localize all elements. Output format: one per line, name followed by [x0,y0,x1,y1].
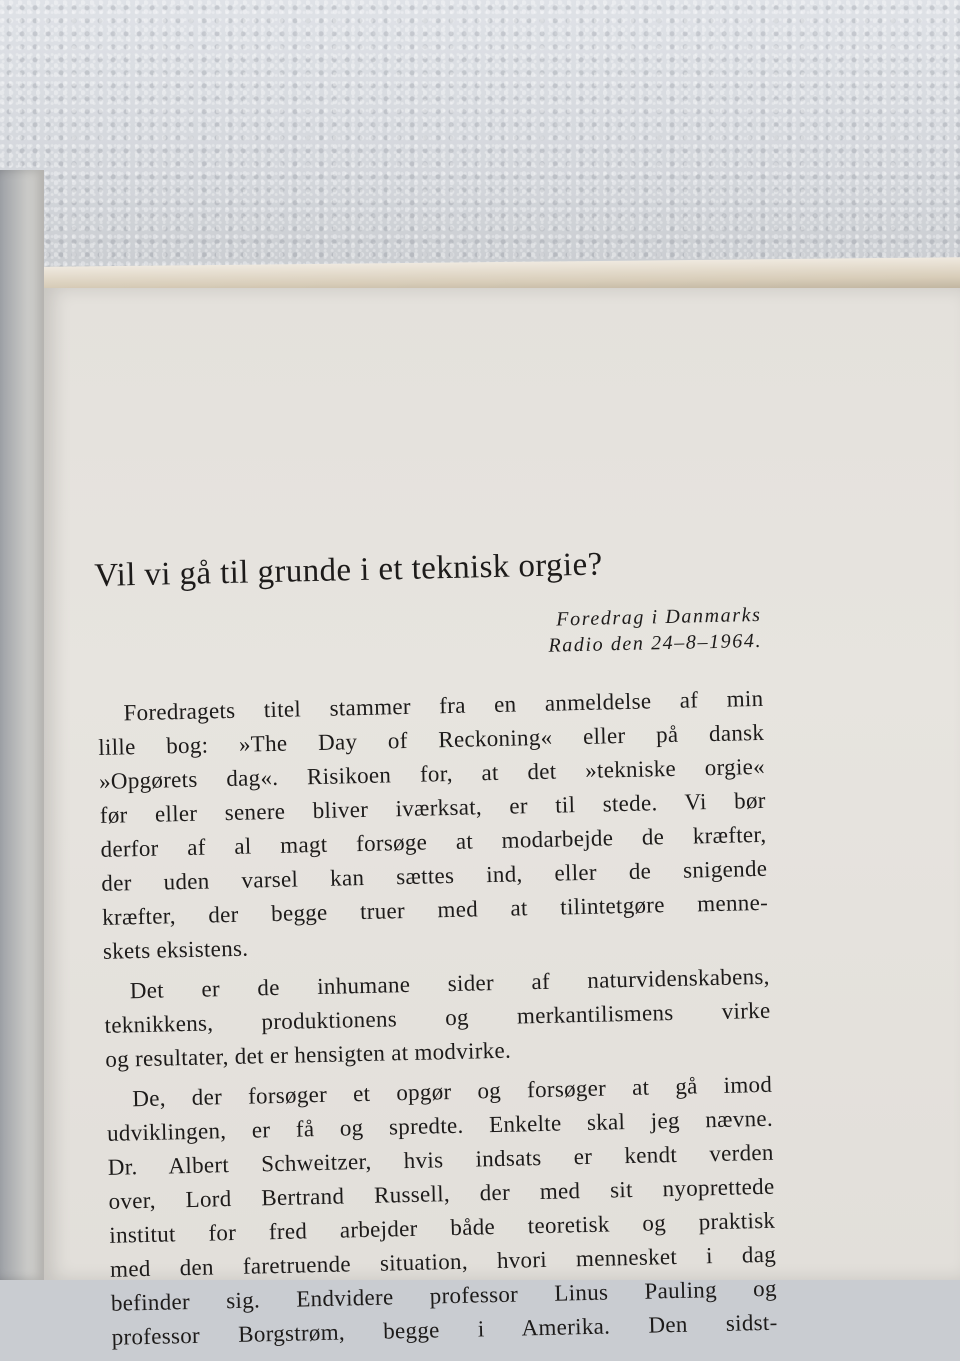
text-line: skets eksistens. [102,935,249,964]
text-line: derfor af al magt forsøge at modarbejde de kræfter, [100,821,767,862]
text-line: teknikkens, produktionens og merkantilismens virke [104,997,771,1038]
text-line: befinder sig. Endvidere professor Linus Pauling og [110,1275,778,1316]
text-line: udviklingen, er få og spredte. Enkelte skal jeg nævne. [106,1105,774,1146]
text-line: med den faretruende situation, hvori mennesket i dag [109,1241,777,1282]
chapter-title: Vil vi gå til grunde i et teknisk orgie? [94,546,603,594]
subtitle-line: Foredrag i Danmarks [556,603,762,631]
text-line: Dr. Albert Schweitzer, hvis indsats er kendt verden [107,1139,774,1180]
text-line: institut for fred arbejder både teoretisk og praktisk [109,1207,776,1248]
text-line: professor Borgstrøm, begge i Amerika. Den sidst- [111,1309,778,1350]
left-page-edge [0,170,44,1280]
body-text [97,682,778,1355]
text-line: kræfter, der begge truer med at tilintetgøre menne- [101,889,769,930]
paragraph-1 [97,682,769,969]
paragraph-2 [103,960,771,1077]
page-content [94,543,778,1361]
text-line: og resultater, det er hensigten at modvirke. [105,1037,512,1072]
text-line: der uden varsel kan sættes ind, eller de snigende [101,855,768,896]
text-line: »Opgørets dag«. Risikoen for, at det »tekniske orgie« [98,753,766,794]
subtitle-line: Radio den 24–8–1964. [548,629,763,657]
text-line: Det er de inhumane sider af naturvidenskabens, [129,963,770,1004]
paragraph-3 [106,1068,778,1355]
text-line: over, Lord Bertrand Russell, der med sit nyoprettede [108,1173,775,1214]
background-wall [0,0,960,300]
text-line: lille bog: »The Day of Reckoning« eller på dansk [98,719,765,760]
text-line: De, der forsøger et opgør og forsøger at gå imod [131,1071,773,1112]
book-page [44,288,960,1350]
text-line: Foredragets titel stammer fra en anmeldelse af min [123,685,764,726]
text-line: før eller senere bliver iværksat, er til stede. Vi bør [99,787,766,828]
chapter-subtitle [95,602,762,669]
